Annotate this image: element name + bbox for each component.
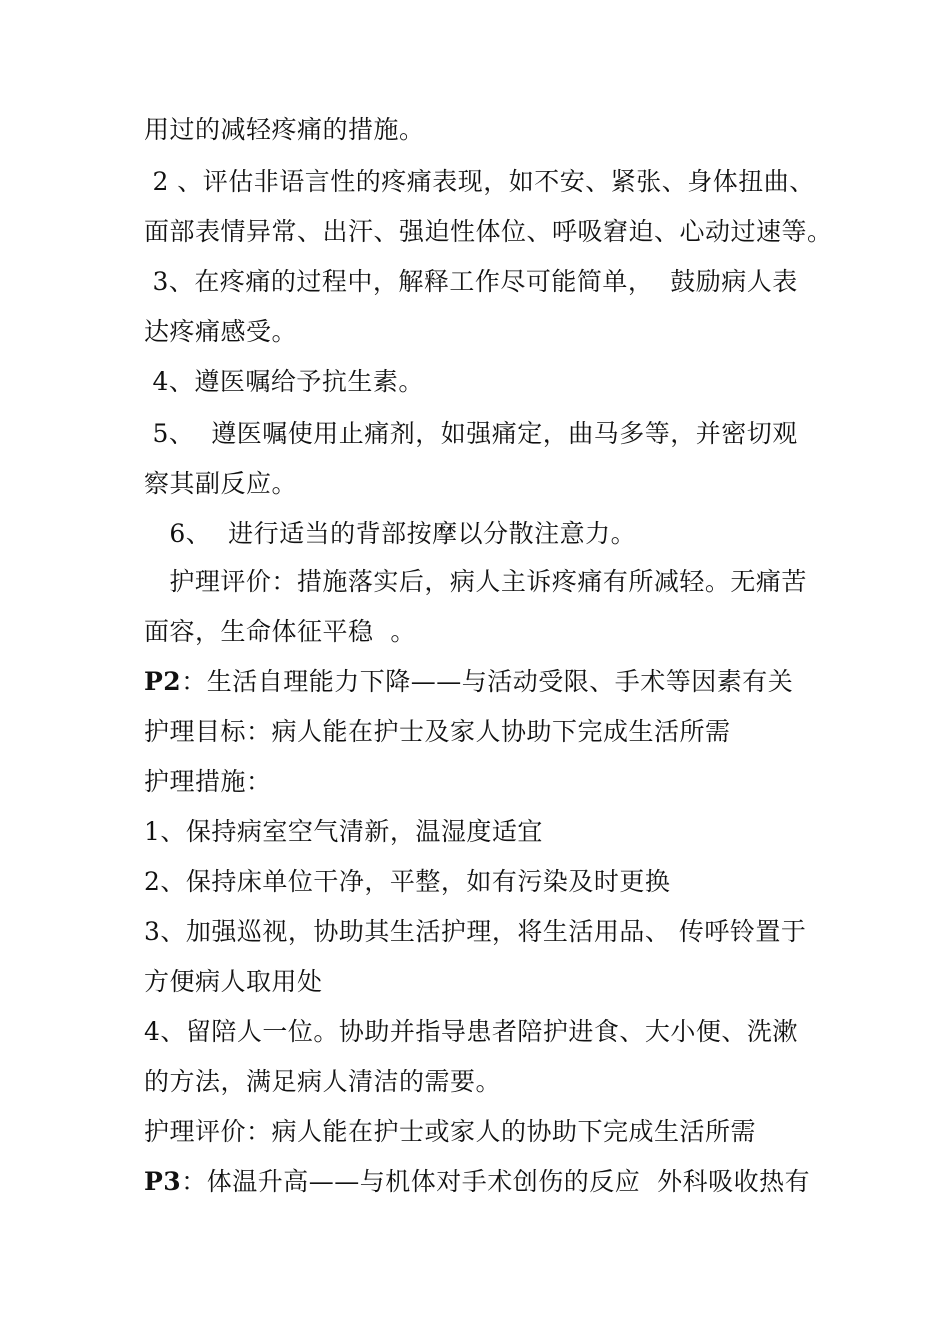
text-line: 用过的减轻疼痛的措施。 [144,115,425,144]
text-line: 面容，生命体征平稳 。 [144,617,416,646]
heading-p3-text: ：体温升高——与机体对手术创伤的反应 外科吸收热有 [181,1167,811,1196]
heading-p3 [144,1166,824,1198]
text-line: 4、遵医嘱给予抗生素。 [144,367,424,396]
text-line: 护理目标：病人能在护士及家人协助下完成生活所需 [144,717,731,746]
text-line: 2 、评估非语言性的疼痛表现，如不安、紧张、身体扭曲、 [144,167,815,196]
text-line: 5、 遵医嘱使用止痛剂，如强痛定，曲马多等，并密切观 [144,419,798,448]
text-line: 2、保持床单位干净，平整，如有污染及时更换 [144,867,671,896]
text-line: 6、 进行适当的背部按摩以分散注意力。 [144,519,637,548]
text-line: 察其副反应。 [144,469,298,498]
heading-p3-label: P3 [144,1167,182,1196]
heading-p2-label: P2 [144,667,182,696]
text-line: 4、留陪人一位。协助并指导患者陪护进食、大小便、洗漱 [144,1017,798,1046]
text-line: 1、保持病室空气清新，温湿度适宜 [144,817,543,846]
text-line: 的方法，满足病人清洁的需要。 [144,1067,502,1096]
heading-p2 [144,666,824,698]
text-line: 达疼痛感受。 [144,317,298,346]
text-line: 3、加强巡视，协助其生活护理，将生活用品、 传呼铃置于 [144,917,807,946]
text-line: 护理评价：措施落实后，病人主诉疼痛有所减轻。无痛苦 [144,567,807,596]
text-line: 护理措施： [144,767,272,796]
text-line: 3、在疼痛的过程中，解释工作尽可能简单， 鼓励病人表 [144,267,798,296]
text-line: 面部表情异常、出汗、强迫性体位、呼吸窘迫、心动过速等。 [144,217,833,246]
text-line: 护理评价：病人能在护士或家人的协助下完成生活所需 [144,1117,757,1146]
text-line: 方便病人取用处 [144,967,323,996]
heading-p2-text: ：生活自理能力下降——与活动受限、手术等因素有关 [181,667,794,696]
